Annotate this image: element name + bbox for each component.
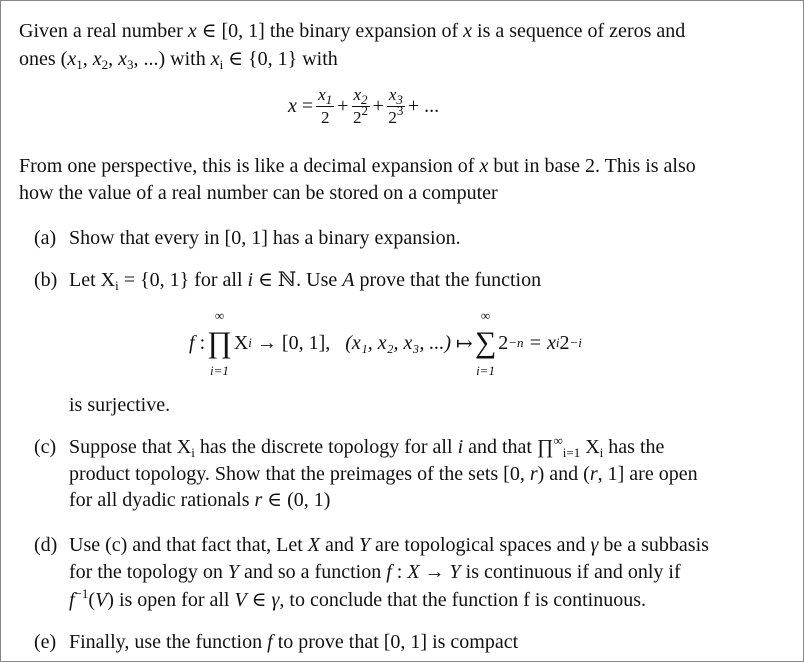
sum-symbol: ∑ xyxy=(474,326,497,359)
item-c-line: for all dyadic rationals r ∈ (0, 1) xyxy=(69,489,331,511)
math-symbol: γ xyxy=(590,534,599,556)
numerator xyxy=(316,85,334,107)
eq-sign: = xyxy=(301,95,314,117)
upper-limit: ∞ xyxy=(214,308,225,323)
fraction-term-1 xyxy=(316,85,334,128)
item-d-line: Use (c) and that fact that, Let X and Y are topological spaces and γ be a subbasis xyxy=(69,534,709,556)
sequence-tuple: (x₁, x₂, x₃, ...) xyxy=(345,331,452,354)
math-subscript: 2 xyxy=(101,57,109,72)
item-label-e: (e) xyxy=(34,631,57,653)
mapsto-arrow: ↦ xyxy=(456,332,473,355)
eq-tail: + ... xyxy=(407,95,440,117)
eq-lhs: x xyxy=(288,95,297,117)
codomain: → [0, 1], xyxy=(256,331,331,354)
math-subscript: i xyxy=(219,57,224,72)
math-subscript: i xyxy=(191,445,195,460)
item-label-a: (a) xyxy=(34,227,57,249)
item-b-line: Let $X_i = \{0$, 1} for all i ∈ ℕ. Use A prove that the function xyxy=(69,269,542,293)
numerator-index: 2 xyxy=(361,92,368,107)
intro-line: ones ($x_1$, $x_2$, $x_3$, ...) with $x_i$ ∈ {0, 1} with xyxy=(19,48,338,72)
math-symbol: x xyxy=(118,48,127,70)
item-label-d: (d) xyxy=(34,534,58,556)
math-symbol: i xyxy=(247,269,254,291)
space-index: i xyxy=(248,335,252,350)
denominator xyxy=(353,103,369,128)
fraction-term-2 xyxy=(352,85,370,128)
math-symbol: x xyxy=(210,48,220,70)
math-symbol: X xyxy=(307,534,320,556)
denominator xyxy=(388,103,404,128)
numerator-symbol: x xyxy=(318,85,326,104)
fraction-term-3 xyxy=(387,85,405,128)
item-label-b: (b) xyxy=(34,269,58,291)
math-subscript: i xyxy=(599,445,604,460)
item-d-line: $f^{-1}(V)$ is open for all V ∈ γ, to conclude that the function f is continuous. xyxy=(69,586,646,611)
function-definition-equation xyxy=(189,308,582,378)
item-c-line: product topology. Show that the preimages of the sets [0, r) and (r, 1] are open xyxy=(69,463,698,485)
paragraph-line: From one perspective, this is like a decimal expansion of x but in base 2. This is also xyxy=(19,155,696,177)
product-operator xyxy=(207,308,232,378)
rhs-exponent: −i xyxy=(569,335,582,350)
numerator-index: 3 xyxy=(396,92,403,107)
math-superscript: −1 xyxy=(74,586,89,601)
math-symbol: i xyxy=(457,436,464,458)
math-symbol: V xyxy=(234,589,247,611)
denominator-power: 3 xyxy=(396,103,404,118)
item-a-line: Show that every in [0, 1] has a binary expansion. xyxy=(69,227,461,249)
numerator-symbol: x xyxy=(388,85,397,104)
math-symbol: f xyxy=(267,631,273,653)
sum-term-base: 2 xyxy=(498,331,509,354)
math-symbol: x xyxy=(92,48,102,70)
item-c-line: Suppose that $X_i$ has the discrete topology for all i and that $\prod^\infty_{i=1}$ $X_i$ has the xyxy=(69,433,665,460)
plus: + xyxy=(337,95,349,117)
plus: + xyxy=(372,95,384,117)
math-symbol: f xyxy=(386,561,392,583)
denominator-power: 2 xyxy=(361,103,369,118)
math-subscript: 1 xyxy=(76,57,83,72)
math-symbol: x xyxy=(479,155,489,177)
colon: : xyxy=(199,331,206,354)
math-symbol: V xyxy=(95,589,108,611)
lower-limit: i=1 xyxy=(210,363,229,378)
numerator-index: 1 xyxy=(325,92,333,107)
item-b-after: is surjective. xyxy=(69,394,171,416)
paragraph-line: how the value of a real number can be stored on a computer xyxy=(19,182,498,204)
rhs-index: i xyxy=(555,335,560,350)
denominator: 2 xyxy=(320,108,330,127)
math-symbol: x xyxy=(463,20,473,42)
math-symbol: X xyxy=(407,561,420,583)
math-symbol: r xyxy=(254,489,263,511)
sum-operator xyxy=(475,308,496,378)
item-label-c: (c) xyxy=(34,436,57,458)
math-symbol: Y xyxy=(358,534,371,556)
math-superscript: ∞ xyxy=(553,433,563,448)
binary-expansion-equation xyxy=(288,85,439,128)
function-symbol: f xyxy=(189,331,195,354)
math-symbol: γ xyxy=(271,589,280,611)
math-symbol: r xyxy=(589,463,598,485)
rhs-symbol: = x xyxy=(528,331,556,354)
math-symbol: A xyxy=(342,269,355,291)
item-d-line: for the topology on Y and so a function f : X → Y is continuous if and only if xyxy=(69,561,681,583)
math-symbol: Y xyxy=(227,561,239,583)
math-symbol: f xyxy=(69,589,75,611)
lower-limit: i=1 xyxy=(476,363,495,378)
item-e-line: Finally, use the function f to prove that [0, 1] is compact xyxy=(69,631,519,653)
math-symbol: r xyxy=(529,463,538,485)
math-subscript: 3 xyxy=(127,57,134,72)
space-symbol: X xyxy=(233,331,249,354)
product-symbol: ∏ xyxy=(207,326,232,359)
intro-line: Given a real number x ∈ [0, 1] the binary expansion of x is a sequence of zeros and xyxy=(19,20,686,42)
math-symbol: x xyxy=(187,20,197,42)
sum-term-exponent: −n xyxy=(508,335,524,350)
upper-limit: ∞ xyxy=(480,308,491,323)
math-subscript: i=1 xyxy=(562,445,581,460)
denominator-base: 2 xyxy=(388,108,397,127)
denominator-base: 2 xyxy=(353,108,362,127)
math-symbol: Y xyxy=(449,561,461,583)
math-symbol: x xyxy=(67,48,77,70)
math-subscript: i xyxy=(115,278,119,293)
numerator-symbol: x xyxy=(353,85,362,104)
rhs-base: 2 xyxy=(559,331,570,354)
